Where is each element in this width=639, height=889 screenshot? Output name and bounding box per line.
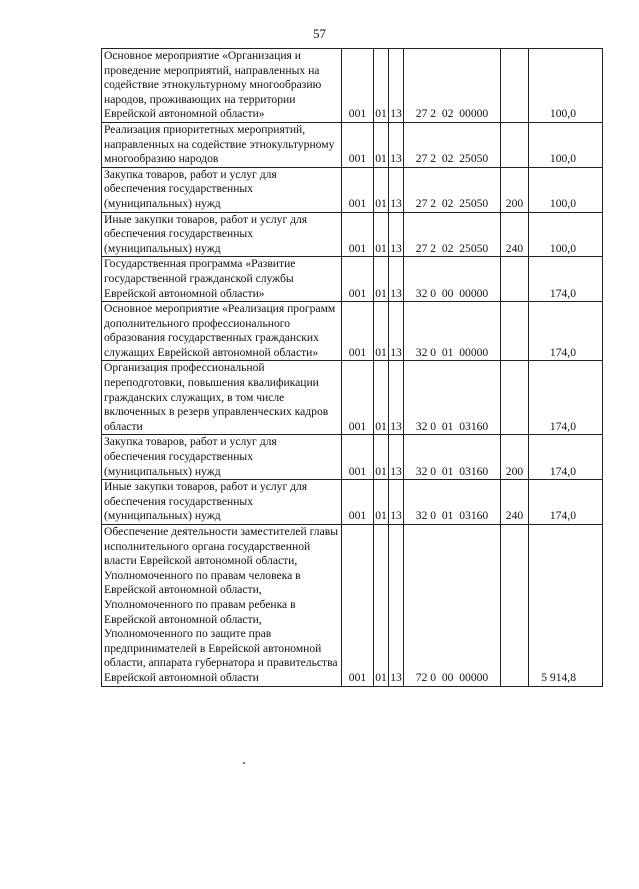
budget-table <box>101 48 603 687</box>
section-code: 01 <box>374 122 389 167</box>
amount-value: 100,0 <box>529 167 603 212</box>
subsection-code: 13 <box>389 212 404 257</box>
target-article-code: 27 2 02 25050 <box>404 212 501 257</box>
item-name: Основное мероприятие «Реализация программ дополнительного профессионального образования государственных гражданских служащих Еврейской автономной области» <box>102 302 342 361</box>
amount-value: 174,0 <box>529 361 603 435</box>
subsection-code: 13 <box>389 49 404 123</box>
ministry-code: 001 <box>342 480 374 525</box>
expense-type-code <box>501 257 529 302</box>
amount-value: 100,0 <box>529 122 603 167</box>
expense-type-code: 200 <box>501 167 529 212</box>
amount-value: 174,0 <box>529 480 603 525</box>
table-row <box>102 212 603 257</box>
expense-type-code: 240 <box>501 212 529 257</box>
target-article-code: 32 0 00 00000 <box>404 257 501 302</box>
section-code: 01 <box>374 480 389 525</box>
expense-type-code: 240 <box>501 480 529 525</box>
subsection-code: 13 <box>389 480 404 525</box>
subsection-code: 13 <box>389 122 404 167</box>
item-name: Иные закупки товаров, работ и услуг для обеспечения государственных (муниципальных) нужд <box>102 480 342 525</box>
target-article-code: 32 0 01 03160 <box>404 361 501 435</box>
section-code: 01 <box>374 361 389 435</box>
table-row <box>102 435 603 480</box>
section-code: 01 <box>374 257 389 302</box>
table-row <box>102 525 603 687</box>
item-name: Закупка товаров, работ и услуг для обеспечения государственных (муниципальных) нужд <box>102 435 342 480</box>
ministry-code: 001 <box>342 49 374 123</box>
section-code: 01 <box>374 212 389 257</box>
scan-speck <box>243 762 245 764</box>
item-name: Закупка товаров, работ и услуг для обеспечения государственных (муниципальных) нужд <box>102 167 342 212</box>
item-name: Основное мероприятие «Организация и проведение мероприятий, направленных на содействие этнокультурному многообразию народов, проживающих на территории Еврейской автономной области» <box>102 49 342 123</box>
item-name: Иные закупки товаров, работ и услуг для обеспечения государственных (муниципальных) нужд <box>102 212 342 257</box>
table-row <box>102 49 603 123</box>
subsection-code: 13 <box>389 435 404 480</box>
table-row <box>102 302 603 361</box>
amount-value: 174,0 <box>529 257 603 302</box>
item-name: Организация профессиональной переподготовки, повышения квалификации гражданских служащих, в том числе включенных в резерв управленческих кадров области <box>102 361 342 435</box>
section-code: 01 <box>374 525 389 687</box>
target-article-code: 32 0 01 00000 <box>404 302 501 361</box>
table-row <box>102 122 603 167</box>
item-name: Государственная программа «Развитие государственной гражданской службы Еврейской автономной области» <box>102 257 342 302</box>
expense-type-code <box>501 122 529 167</box>
target-article-code: 32 0 01 03160 <box>404 435 501 480</box>
target-article-code: 32 0 01 03160 <box>404 480 501 525</box>
ministry-code: 001 <box>342 167 374 212</box>
item-name: Реализация приоритетных мероприятий, направленных на содействие этнокультурному многообразию народов <box>102 122 342 167</box>
subsection-code: 13 <box>389 302 404 361</box>
section-code: 01 <box>374 302 389 361</box>
amount-value: 5 914,8 <box>529 525 603 687</box>
subsection-code: 13 <box>389 361 404 435</box>
ministry-code: 001 <box>342 122 374 167</box>
amount-value: 100,0 <box>529 212 603 257</box>
expense-type-code: 200 <box>501 435 529 480</box>
ministry-code: 001 <box>342 257 374 302</box>
page-number: 57 <box>313 26 326 41</box>
target-article-code: 27 2 02 25050 <box>404 122 501 167</box>
expense-type-code <box>501 302 529 361</box>
target-article-code: 72 0 00 00000 <box>404 525 501 687</box>
amount-value: 100,0 <box>529 49 603 123</box>
expense-type-code <box>501 361 529 435</box>
table-row <box>102 480 603 525</box>
table-row <box>102 167 603 212</box>
ministry-code: 001 <box>342 435 374 480</box>
subsection-code: 13 <box>389 257 404 302</box>
section-code: 01 <box>374 167 389 212</box>
section-code: 01 <box>374 435 389 480</box>
ministry-code: 001 <box>342 212 374 257</box>
amount-value: 174,0 <box>529 302 603 361</box>
item-name: Обеспечение деятельности заместителей главы исполнительного органа государственной власти Еврейской автономной области, Уполномоченного по правам человека в Еврейской автономной области, Уполномоченного по правам ребенка в Еврейской автономной области, Уполномоченного по защите прав предпринимателей в Еврейской автономной области, аппарата губернатора и правительства Еврейской автономной области <box>102 525 342 687</box>
expense-type-code <box>501 49 529 123</box>
ministry-code: 001 <box>342 302 374 361</box>
section-code: 01 <box>374 49 389 123</box>
target-article-code: 27 2 02 00000 <box>404 49 501 123</box>
subsection-code: 13 <box>389 167 404 212</box>
table-row <box>102 257 603 302</box>
expense-type-code <box>501 525 529 687</box>
subsection-code: 13 <box>389 525 404 687</box>
table-row <box>102 361 603 435</box>
ministry-code: 001 <box>342 361 374 435</box>
ministry-code: 001 <box>342 525 374 687</box>
amount-value: 174,0 <box>529 435 603 480</box>
target-article-code: 27 2 02 25050 <box>404 167 501 212</box>
